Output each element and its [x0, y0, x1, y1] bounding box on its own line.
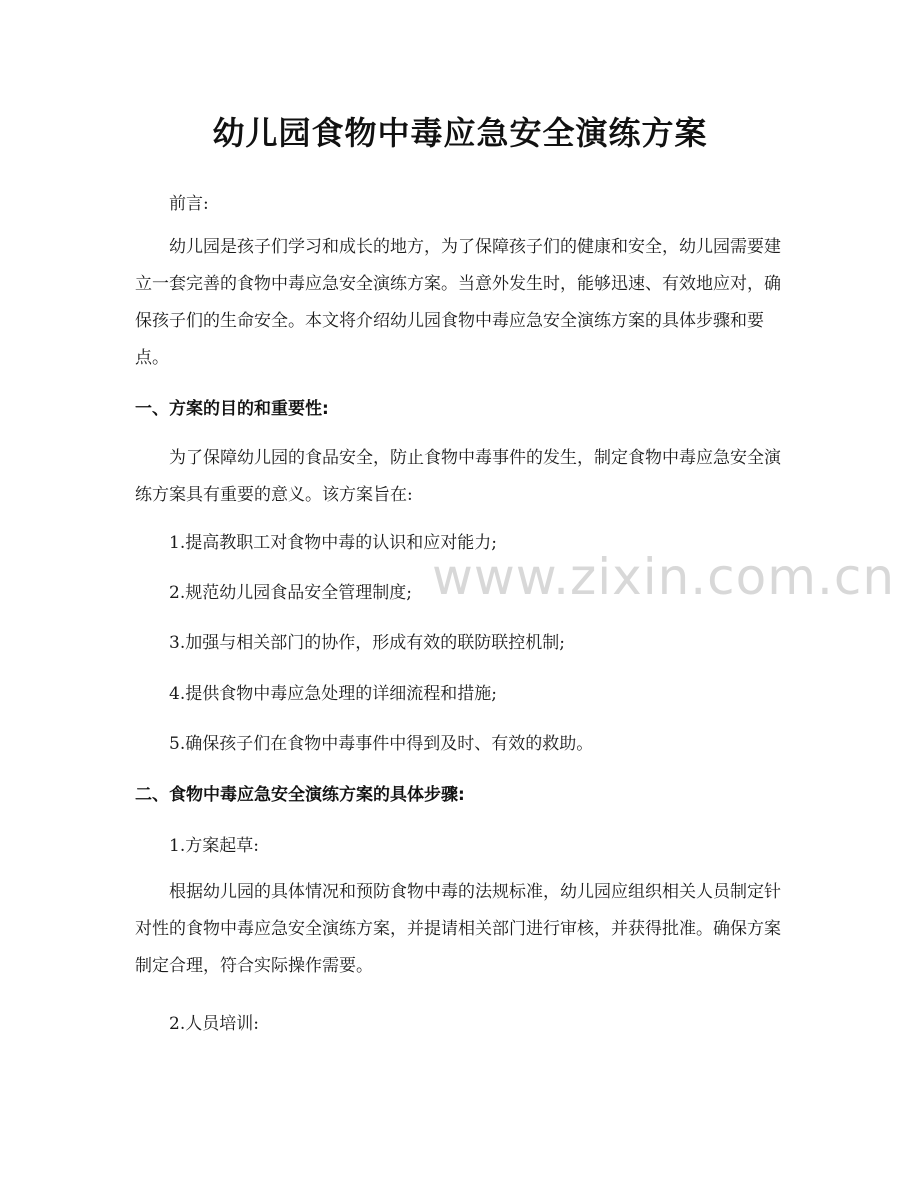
step2-label: 2.人员培训: [169, 1014, 259, 1034]
list-item: 1.提高教职工对食物中毒的认识和应对能力; [169, 533, 497, 553]
list-item: 3.加强与相关部门的协作，形成有效的联防联控机制; [169, 633, 565, 653]
list-item: 4.提供食物中毒应急处理的详细流程和措施; [169, 684, 497, 704]
section2-heading: 二、食物中毒应急安全演练方案的具体步骤: [135, 785, 465, 805]
watermark: www.zixin.com.cn [432, 548, 896, 606]
intro-paragraph: 幼儿园是孩子们学习和成长的地方，为了保障孩子们的健康和安全，幼儿园需要建立一套完善的食物中毒应急安全演练方案。当意外发生时，能够迅速、有效地应对，确保孩子们的生命安全。本文将介绍幼儿园食物中毒应急安全演练方案的具体步骤和要点。 [135, 237, 781, 368]
step1-paragraph: 根据幼儿园的具体情况和预防食物中毒的法规标准，幼儿园应组织相关人员制定针对性的食物中毒应急安全演练方案，并提请相关部门进行审核，并获得批准。确保方案制定合理，符合实际操作需要。 [135, 882, 781, 976]
list-item: 5.确保孩子们在食物中毒事件中得到及时、有效的救助。 [169, 734, 594, 754]
list-item: 2.规范幼儿园食品安全管理制度; [169, 583, 412, 603]
section1-paragraph: 为了保障幼儿园的食品安全，防止食物中毒事件的发生，制定食物中毒应急安全演练方案具有重要的意义。该方案旨在: [135, 448, 781, 505]
section1-heading: 一、方案的目的和重要性: [135, 399, 329, 419]
step1-label: 1.方案起草: [169, 836, 259, 856]
document-title: 幼儿园食物中毒应急安全演练方案 [212, 114, 708, 152]
preface-label: 前言: [169, 194, 209, 214]
